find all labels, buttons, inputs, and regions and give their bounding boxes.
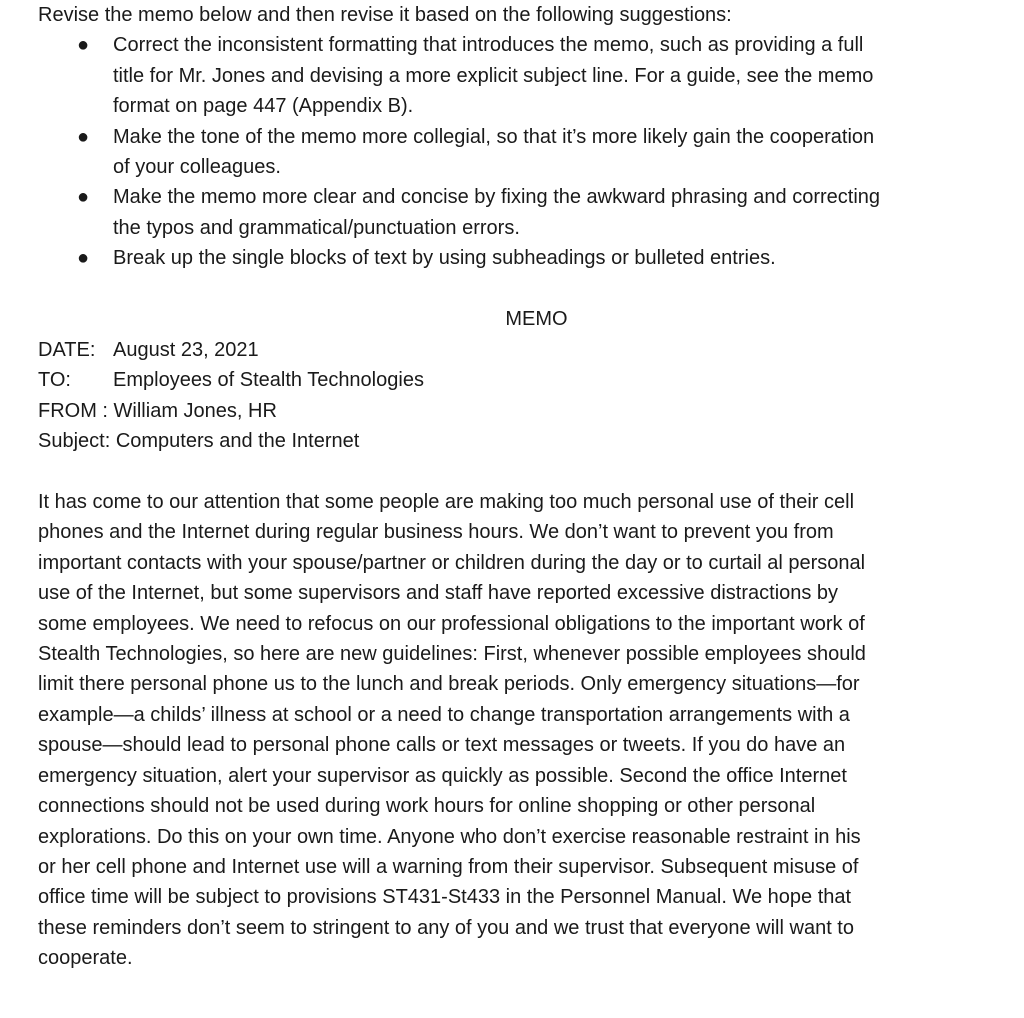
memo-title: MEMO [505, 307, 568, 330]
bullet-icon: ● [77, 34, 90, 57]
memo-body-line: cooperate. [38, 947, 133, 970]
suggestion-line: Break up the single blocks of text by using subheadings or bulleted entries. [113, 247, 776, 270]
suggestion-line: title for Mr. Jones and devising a more explicit subject line. For a guide, see the memo [113, 64, 874, 87]
memo-body-line: these reminders don’t seem to stringent to any of you and we trust that everyone will want to [38, 916, 854, 939]
instructions-intro: Revise the memo below and then revise it based on the following suggestions: [38, 4, 732, 26]
suggestion-line: the typos and grammatical/punctuation errors. [113, 216, 520, 239]
memo-body-line: spouse—should lead to personal phone calls or text messages or tweets. If you do have an [38, 734, 846, 757]
suggestion-line: Correct the inconsistent formatting that introduces the memo, such as providing a full [113, 34, 864, 57]
suggestion-line: of your colleagues. [113, 156, 281, 179]
memo-to-value: Employees of Stealth Technologies [113, 369, 424, 392]
memo-header [38, 335, 1013, 457]
memo-from-row: FROM : William Jones, HR [38, 399, 277, 422]
suggestions-list [38, 30, 1013, 273]
suggestion-line: Make the tone of the memo more collegial, so that it’s more likely gain the cooperation [113, 125, 875, 148]
memo-body-line: important contacts with your spouse/partner or children during the day or to curtail al personal [38, 551, 866, 574]
memo-body-line: It has come to our attention that some people are making too much personal use of their cell [38, 491, 855, 514]
memo-date-label: DATE: [38, 338, 96, 361]
memo-body [38, 487, 1013, 974]
suggestion-item [38, 182, 1013, 243]
bullet-icon: ● [77, 186, 90, 209]
memo-body-line: emergency situation, alert your supervisor as quickly as possible. Second the office Internet [38, 764, 847, 787]
bullet-icon: ● [77, 125, 90, 148]
memo-body-line: Stealth Technologies, so here are new guidelines: First, whenever possible employees should [38, 643, 866, 666]
suggestion-line: format on page 447 (Appendix B). [113, 95, 414, 118]
memo-body-line: example—a childs’ illness at school or a need to change transportation arrangements with a [38, 703, 850, 726]
memo-body-line: limit there personal phone us to the lunch and break periods. Only emergency situations—for [38, 673, 860, 696]
memo-date-value: August 23, 2021 [113, 338, 259, 361]
memo-date-row [38, 335, 1013, 366]
suggestion-item [38, 243, 1013, 273]
memo-body-line: or her cell phone and Internet use will a warning from their supervisor. Subsequent misuse of [38, 855, 859, 878]
suggestion-line: Make the memo more clear and concise by fixing the awkward phrasing and correcting [113, 186, 881, 209]
memo-body-line: phones and the Internet during regular business hours. We don’t want to prevent you from [38, 521, 834, 544]
memo-body-line: connections should not be used during work hours for online shopping or other personal [38, 795, 816, 818]
memo-body-line: some employees. We need to refocus on our professional obligations to the important work of [38, 612, 865, 635]
memo-body-line: use of the Internet, but some supervisors and staff have reported excessive distractions by [38, 582, 839, 605]
suggestion-item [38, 122, 1013, 183]
suggestion-item [38, 30, 1013, 121]
memo-body-line: explorations. Do this on your own time. Anyone who don’t exercise reasonable restraint in his [38, 825, 861, 848]
memo-to-label: TO: [38, 369, 71, 392]
memo-subject-row: Subject: Computers and the Internet [38, 430, 360, 453]
memo-to-row [38, 365, 1013, 396]
memo-body-line: office time will be subject to provisions ST431-St433 in the Personnel Manual. We hope that [38, 886, 852, 909]
document-page [38, 0, 1013, 974]
bullet-icon: ● [77, 247, 90, 270]
